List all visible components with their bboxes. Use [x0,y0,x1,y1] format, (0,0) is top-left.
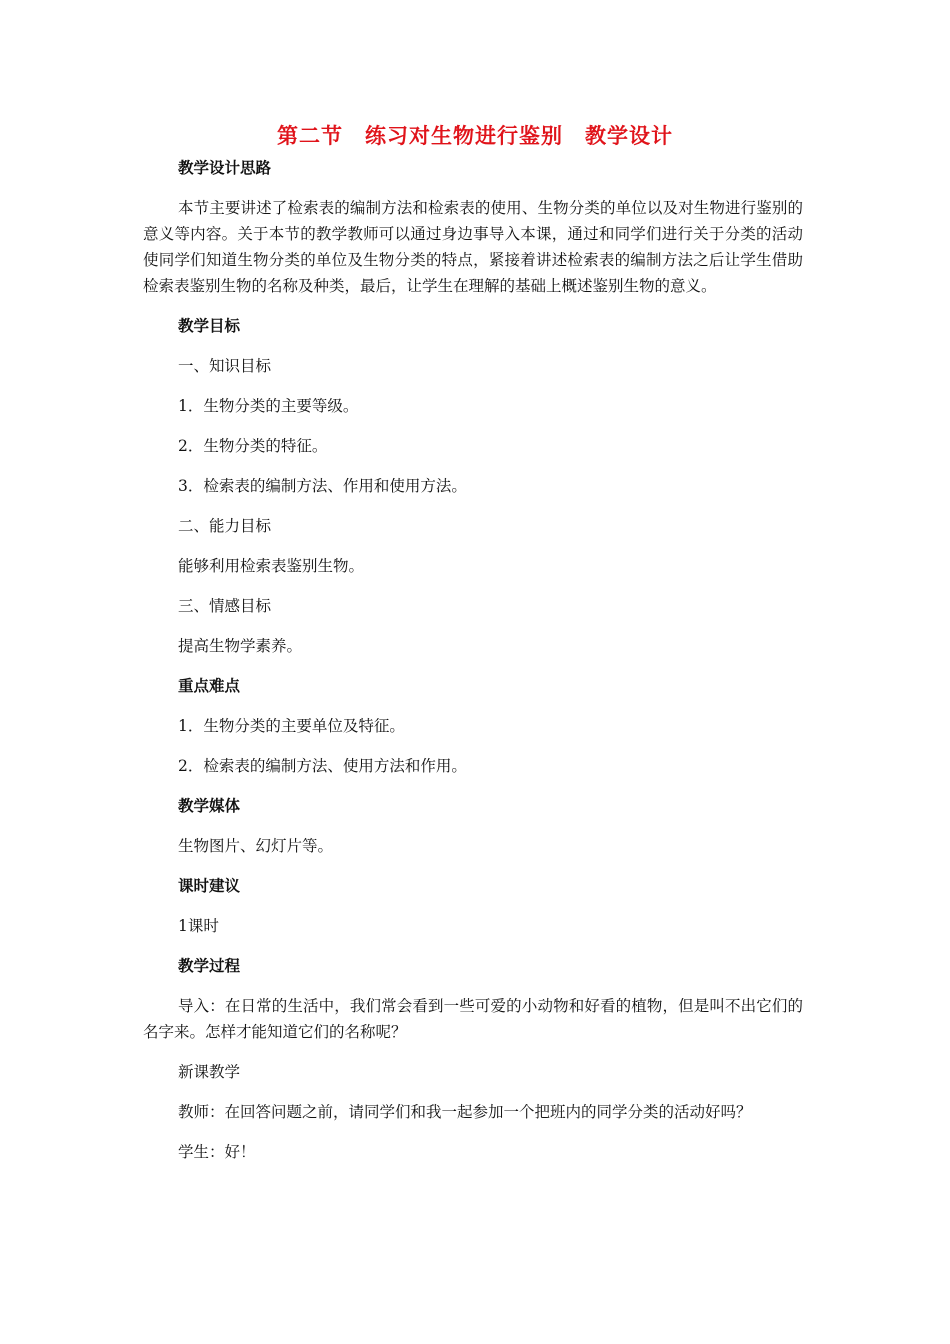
knowledge-item: 1．生物分类的主要等级。 [178,397,359,415]
emotion-text: 提高生物学素养。 [178,637,303,655]
student-line: 学生：好！ [178,1143,256,1161]
time-heading: 课时建议 [178,877,241,895]
objectives-heading: 教学目标 [178,317,241,335]
ability-text: 能够利用检索表鉴别生物。 [178,557,365,575]
media-text: 生物图片、幻灯片等。 [178,837,334,855]
time-text: 1课时 [178,917,219,935]
process-heading: 教学过程 [178,957,241,975]
key-point-item: 1．生物分类的主要单位及特征。 [178,717,405,735]
knowledge-heading: 一、知识目标 [178,357,272,375]
media-heading: 教学媒体 [178,797,241,815]
design-idea-paragraph: 本节主要讲述了检索表的编制方法和检索表的使用、生物分类的单位以及对生物进行鉴别的意义等内容。关于本节的教学教师可以通过身边事导入本课，通过和同学们进行关于分类的活动使同学们知道生物分类的单位及生物分类的特点，紧接着讲述检索表的编制方法之后让学生借助检索表鉴别生物的名称及种类，最后，让学生在理解的基础上概述鉴别生物的意义。 [143,199,803,295]
document-body [143,155,803,1179]
design-idea-heading: 教学设计思路 [178,159,272,177]
key-point-item: 2．检索表的编制方法、使用方法和作用。 [178,757,467,775]
intro-paragraph: 导入：在日常的生活中，我们常会看到一些可爱的小动物和好看的植物，但是叫不出它们的名字来。怎样才能知道它们的名称呢？ [143,997,803,1041]
teacher-line: 教师：在回答问题之前，请同学们和我一起参加一个把班内的同学分类的活动好吗？ [178,1103,752,1121]
ability-heading: 二、能力目标 [178,517,272,535]
new-lesson-label: 新课教学 [178,1063,241,1081]
knowledge-item: 2．生物分类的特征。 [178,437,328,455]
key-points-heading: 重点难点 [178,677,241,695]
emotion-heading: 三、情感目标 [178,597,272,615]
knowledge-item: 3．检索表的编制方法、作用和使用方法。 [178,477,467,495]
document-title: 第二节 练习对生物进行鉴别 教学设计 [277,124,673,148]
